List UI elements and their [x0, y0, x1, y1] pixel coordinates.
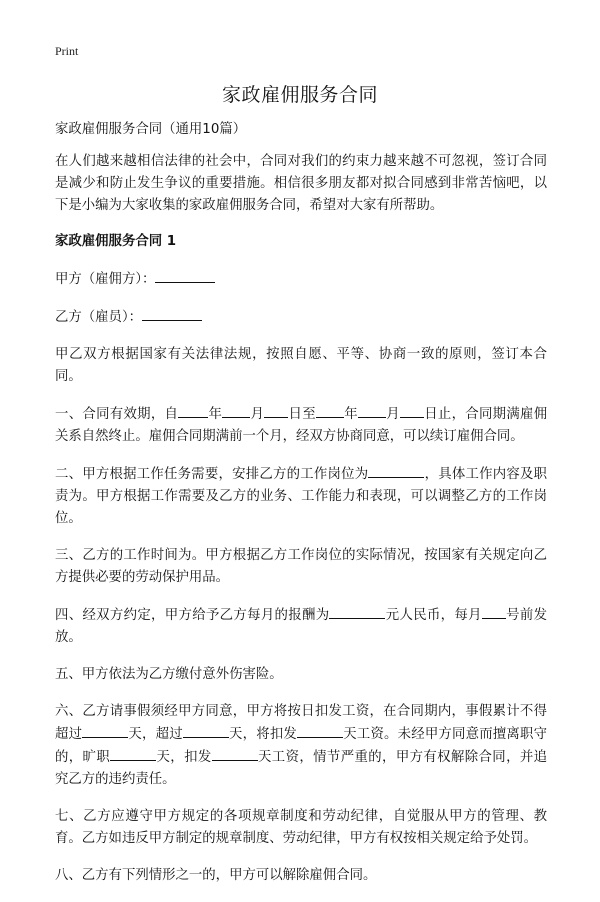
- end-year-blank: [316, 403, 344, 418]
- clause-7: 七、乙方应遵守甲方规定的各项规章制度和劳动纪律，自觉服从甲方的管理、教育。乙方如违反甲方制定的规章制度、劳动纪律，甲方有权按相关规定给予处罚。: [55, 809, 547, 846]
- clause-6-days3: 天工资。未经甲方同意而擅离职守的，旷职: [55, 727, 548, 765]
- clause-2: [55, 463, 547, 530]
- party-b-field: [55, 306, 547, 329]
- start-month-blank: [222, 403, 250, 418]
- clause-6-days1: 天，超过: [128, 727, 183, 742]
- salary-blank: [329, 604, 385, 619]
- end-day-blank: [400, 403, 424, 418]
- absence-deduct-blank: [212, 746, 258, 761]
- clause-1: [55, 403, 547, 448]
- clause-1-year2: 年: [343, 407, 358, 422]
- end-month-blank: [358, 403, 386, 418]
- clause-6-suffix: 天工资，情节严重的，甲方有权解除合同，并追究乙方的违约责任。: [55, 750, 548, 787]
- intro-paragraph: 在人们越来越相信法律的社会中，合同对我们的约束力越来越不可忽视，签订合同是减少和防止发生争议的重要措施。相信很多朋友都对拟合同感到非常苦恼吧，以下是小编为大家收集的家政雇佣服务合同，希望对大家有所帮助。: [55, 154, 547, 213]
- clause-4-prefix: 四、经双方约定，甲方给予乙方每月的报酬为: [55, 608, 330, 623]
- clause-8: 八、乙方有下列情形之一的，甲方可以解除雇佣合同。: [55, 868, 377, 883]
- document-title: 家政雇佣服务合同: [221, 84, 378, 106]
- clause-1-month2: 月: [385, 407, 400, 422]
- clause-6-days2: 天，将扣发: [228, 727, 298, 742]
- clause-6: [55, 701, 547, 791]
- party-a-field: [55, 268, 547, 291]
- clause-2-prefix: 二、甲方根据工作任务需要，安排乙方的工作岗位为: [55, 467, 369, 482]
- clause-6-days4: 天，扣发: [156, 750, 212, 765]
- clause-1-year1: 年: [208, 407, 223, 422]
- clause-4-middle: 元人民币，每月: [385, 608, 482, 623]
- party-a-blank: [155, 268, 215, 283]
- pay-day-blank: [482, 604, 506, 619]
- preamble-paragraph: 甲乙双方根据国家有关法律法规，按照自愿、平等、协商一致的原则，签订本合同。: [55, 347, 547, 384]
- exceed-days-blank: [183, 723, 229, 738]
- party-b-label: 乙方（雇员）：: [55, 310, 143, 325]
- start-day-blank: [264, 403, 288, 418]
- clause-5: 五、甲方依法为乙方缴付意外伤害险。: [55, 667, 283, 682]
- clause-1-prefix: 一、合同有效期，自: [55, 407, 179, 422]
- clause-1-month1: 月: [250, 407, 265, 422]
- party-b-blank: [142, 306, 202, 321]
- clause-4: [55, 604, 547, 649]
- deduct-days-blank: [297, 723, 343, 738]
- clause-2-suffix: ，具体工作内容及职责为。甲方根据工作需要及乙方的业务、工作能力和表现，可以调整乙方的工作岗位。: [55, 467, 547, 526]
- print-link[interactable]: Print: [55, 44, 79, 58]
- document-subtitle: 家政雇佣服务合同（通用10篇）: [55, 122, 247, 137]
- clause-4-suffix: 号前发放。: [55, 608, 548, 645]
- absence-days-blank: [110, 746, 156, 761]
- start-year-blank: [178, 403, 208, 418]
- section-heading: 家政雇佣服务合同 1: [55, 234, 177, 249]
- clause-1-day1-to: 日至: [288, 407, 316, 422]
- job-position-blank: [368, 463, 424, 478]
- document-body: [55, 119, 547, 902]
- clause-3: 三、乙方的工作时间为。甲方根据乙方工作岗位的实际情况，按国家有关规定向乙方提供必要的劳动保护用品。: [55, 548, 547, 585]
- clause-6-prefix: 六、乙方请事假须经甲方同意，甲方将按日扣发工资，在合同期内，事假累计不得超过: [55, 704, 547, 742]
- clause-1-suffix: 日止，合同期满雇佣关系自然终止。雇佣合同期满前一个月，经双方协商同意，可以续订雇佣合同。: [55, 407, 548, 444]
- party-a-label: 甲方（雇佣方）：: [55, 272, 156, 287]
- leave-limit-blank: [82, 723, 128, 738]
